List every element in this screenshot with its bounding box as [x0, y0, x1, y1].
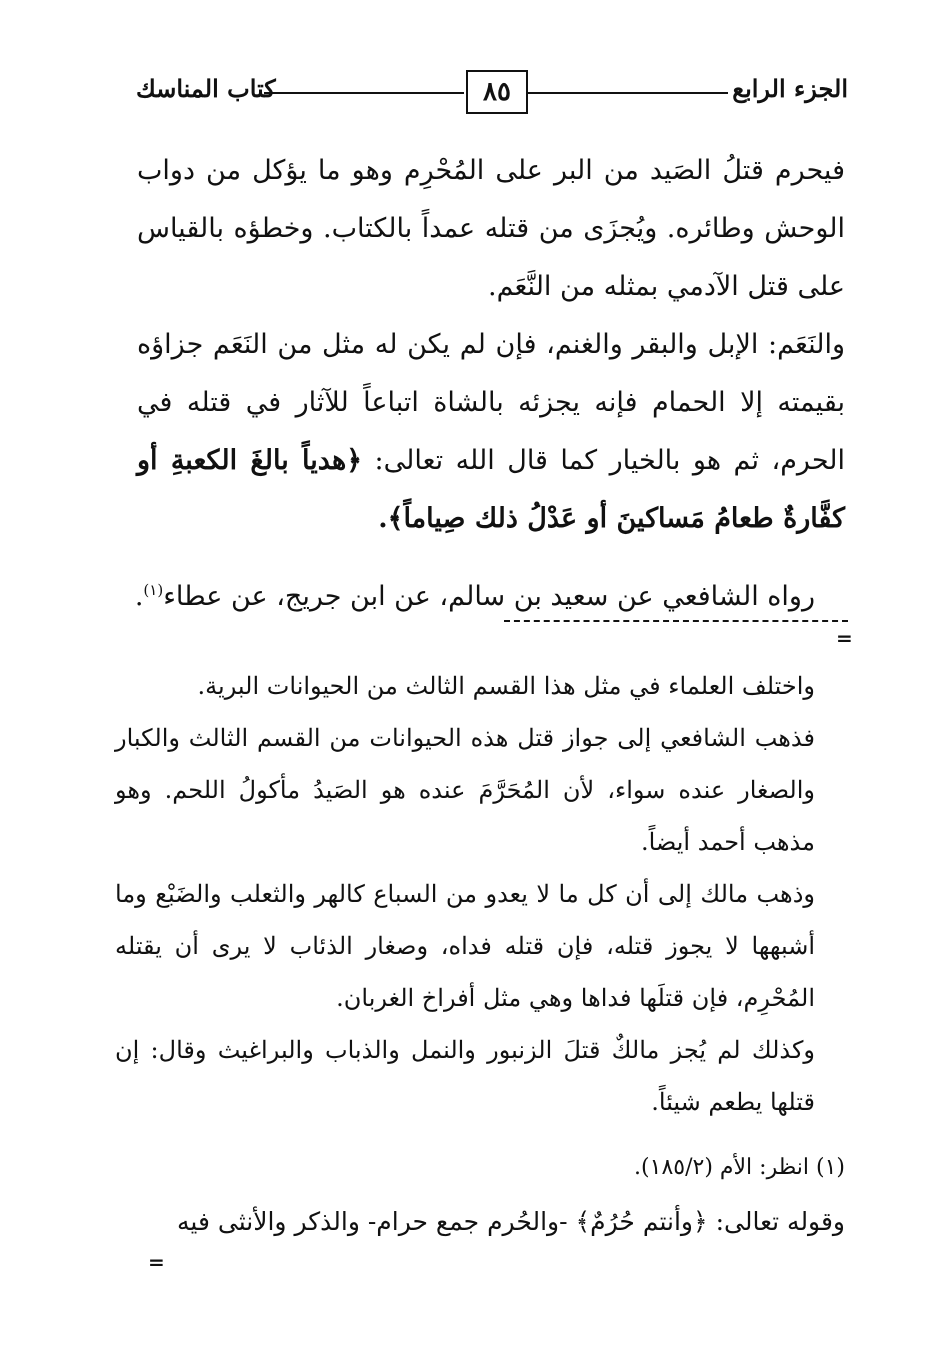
- header-rule-right: [528, 92, 728, 94]
- source-text: رواه الشافعي عن سعيد بن سالم، عن ابن جريج، عن عطاء: [163, 581, 815, 612]
- continuation-mark-top: =: [836, 626, 853, 650]
- main-paragraph-2: [137, 316, 845, 548]
- source-end: .: [134, 581, 144, 612]
- commentary-paragraph-2: فذهب الشافعي إلى جواز قتل هذه الحيوانات من القسم الثالث والكبار والصغار عنده سواء، لأن المُحَرَّمَ عنده هو الصَيدُ مأكولُ اللحم. وهو مذهب أحمد أيضاً.: [115, 724, 815, 856]
- commentary-paragraph-1: واختلف العلماء في مثل هذا القسم الثالث من الحيوانات البرية.: [197, 672, 815, 700]
- quran-quote: ﴿هدياً بالغَ الكعبةِ أو كفَّارةٌ طعامُ مَساكينَ أو عَدْلُ ذلك صِياماً﴾.: [137, 445, 845, 534]
- commentary-paragraph-4: وكذلك لم يُجز مالكٌ قتلَ الزنبور والنمل والذباب والبراغيث وقال: إن قتلها يطعم شيئاً.: [115, 1036, 815, 1116]
- commentary-text: [115, 660, 815, 1128]
- continuation-mark-bottom: =: [148, 1250, 165, 1274]
- main-paragraph-2-text: والنَعَم: الإبل والبقر والغنم، فإن لم يكن له مثل من النَعَم جزاؤه بقيمته إلا الحمام فإنه يجزئه بالشاة اتباعاً للآثار في قتله في الحرم، ثم هو بالخيار كما قال الله تعالى:: [137, 329, 845, 476]
- page-header: [136, 70, 848, 126]
- continuation-text: وقوله تعالى: ﴿وأنتم حُرُمٌ﴾ -والحُرم جمع حرام- والذكر والأنثى فيه: [177, 1207, 845, 1236]
- section-separator: [504, 620, 848, 622]
- book-title: كتاب المناسك: [136, 74, 276, 103]
- commentary-paragraph-3: وذهب مالك إلى أن كل ما لا يعدو من السباع كالهر والثعلب والضَبْع وما أشبهها لا يجوز قتله، فإن قتله فداه، وصغار الذئاب لا يرى أن يقتله المُحْرِم، فإن قتلَها فداها وهي مثل أفراخ الغربان.: [115, 880, 815, 1012]
- main-text: [137, 142, 845, 548]
- footnote-ref: (١): [143, 581, 164, 599]
- header-rule-left: [264, 92, 464, 94]
- page-number: ٨٥: [466, 70, 528, 114]
- footnote: (١) انظر: الأم (١٨٥/٢).: [634, 1155, 845, 1180]
- main-paragraph-1: فيحرم قتلُ الصَيد من البر على المُحْرِم وهو ما يؤكل من دواب الوحش وطائره. ويُجزَى من قتله عمداً بالكتاب. وخطؤه بالقياس على قتل الآدمي بمثله من النَّعَم.: [137, 155, 845, 302]
- hadith-source: [135, 566, 815, 621]
- part-title: الجزء الرابع: [732, 74, 848, 103]
